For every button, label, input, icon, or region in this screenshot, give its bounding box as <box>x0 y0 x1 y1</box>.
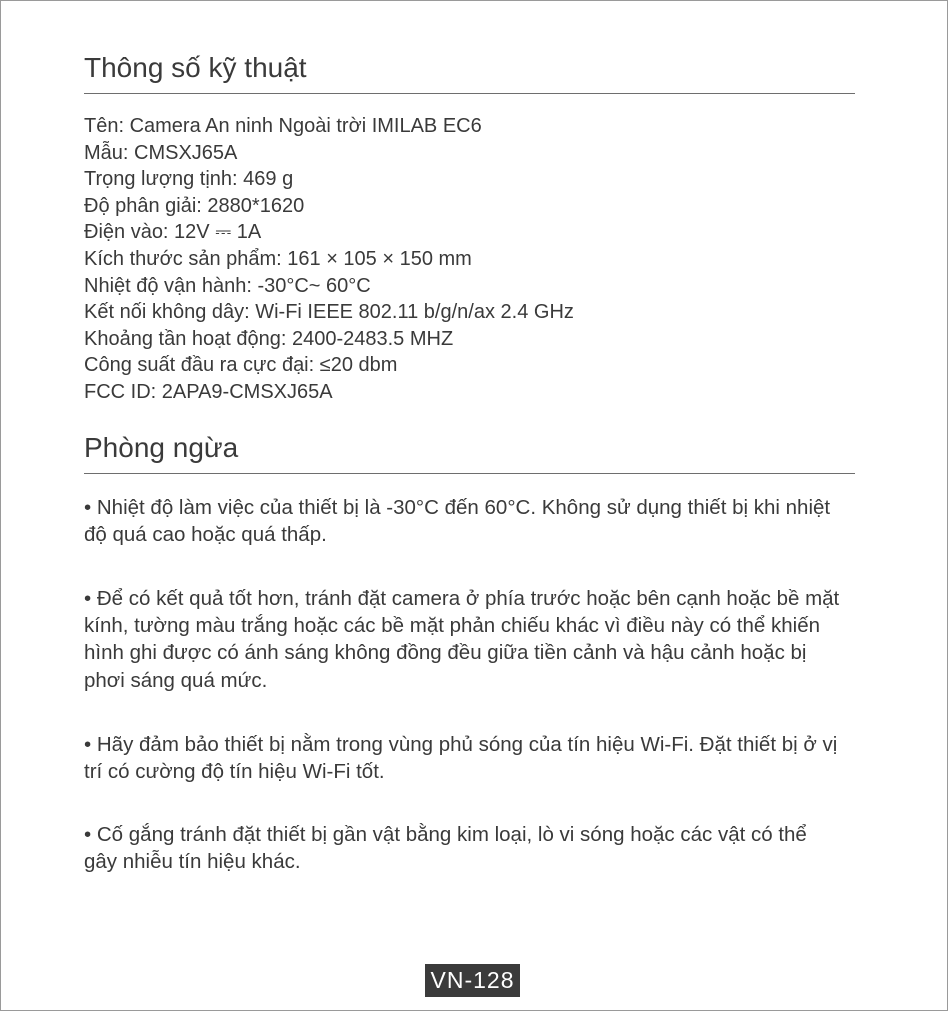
specs-list <box>84 113 574 406</box>
spec-model: Mẫu: CMSXJ65A <box>84 141 238 164</box>
spec-wireless-connectivity: Kết nối không dây: Wi-Fi IEEE 802.11 b/g/n/ax 2.4 GHz <box>84 301 574 324</box>
spec-resolution: Độ phân giải: 2880*1620 <box>84 194 305 217</box>
precaution-placement: • Để có kết quả tốt hơn, tránh đặt camera ở phía trước hoặc bên cạnh hoặc bề mặt kính, tường màu trắng hoặc các bề mặt phản chiếu khác vì điều này có thể khiến hình ghi được có ánh sáng không đồng đều giữa tiền cảnh và hậu cảnh hoặc bị phơi sáng quá mức. <box>84 587 840 692</box>
precaution-wifi-coverage: • Hãy đảm bảo thiết bị nằm trong vùng phủ sóng của tín hiệu Wi-Fi. Đặt thiết bị ở vị trí có cường độ tín hiệu Wi-Fi tốt. <box>84 733 838 784</box>
spec-max-output-power: Công suất đầu ra cực đại: ≤20 dbm <box>84 354 398 377</box>
precautions-divider <box>84 473 855 474</box>
specs-heading: Thông số kỹ thuật <box>84 52 307 83</box>
precaution-interference: • Cố gắng tránh đặt thiết bị gần vật bằng kim loại, lò vi sóng hoặc các vật có thể gây nhiễu tín hiệu khác. <box>84 823 807 874</box>
spec-input: Điện vào: 12V ⎓ 1A <box>84 221 262 244</box>
precautions-heading: Phòng ngừa <box>84 432 239 463</box>
spec-operating-temperature: Nhiệt độ vận hành: -30°C~ 60°C <box>84 274 371 297</box>
spec-dimensions: Kích thước sản phẩm: 161 × 105 × 150 mm <box>84 247 472 270</box>
spec-net-weight: Trọng lượng tịnh: 469 g <box>84 168 294 191</box>
spec-frequency-range: Khoảng tần hoạt động: 2400-2483.5 MHZ <box>84 327 454 350</box>
spec-name: Tên: Camera An ninh Ngoài trời IMILAB EC6 <box>84 115 482 137</box>
specs-divider <box>84 93 855 94</box>
spec-fcc-id: FCC ID: 2APA9-CMSXJ65A <box>84 380 333 403</box>
page-number-badge: VN-128 <box>425 964 520 997</box>
precaution-temperature: • Nhiệt độ làm việc của thiết bị là -30°C đến 60°C. Không sử dụng thiết bị khi nhiệt độ quá cao hoặc quá thấp. <box>84 496 831 547</box>
